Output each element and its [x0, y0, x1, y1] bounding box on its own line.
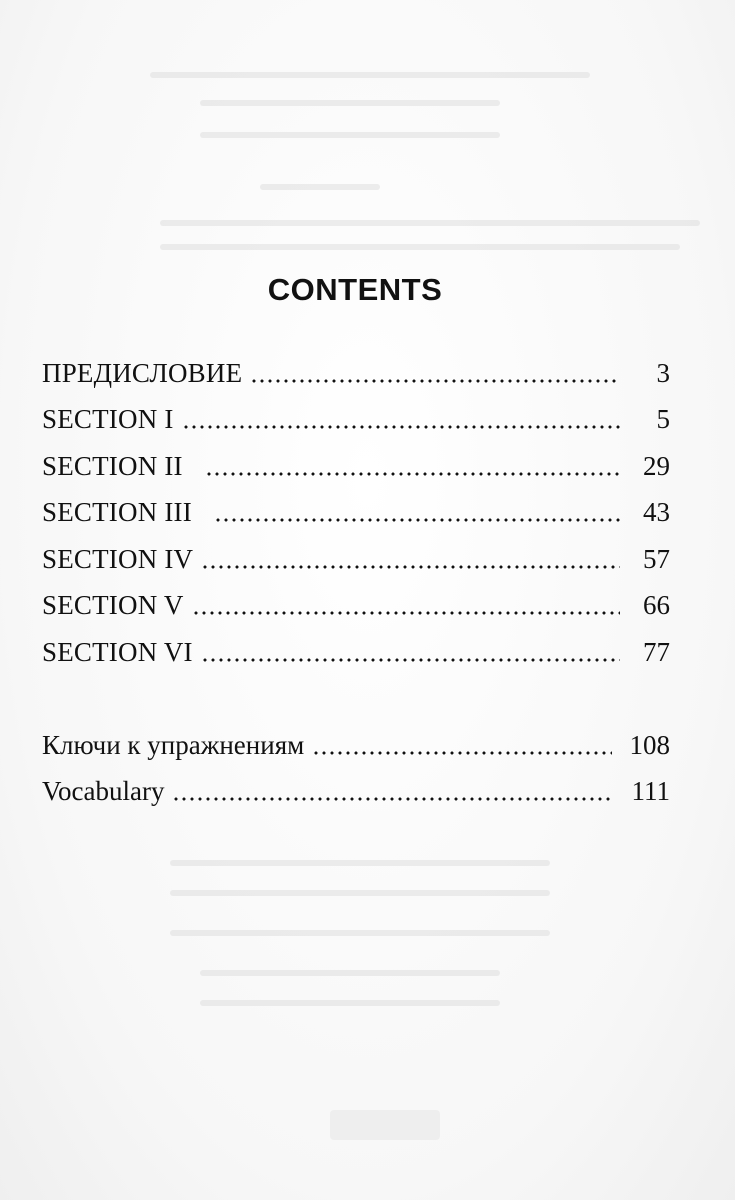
dot-leader	[250, 379, 620, 383]
toc-page-number: 3	[656, 357, 670, 388]
toc-page-number: 111	[631, 776, 670, 806]
toc-entry-label: SECTION V	[42, 590, 184, 620]
bleed-through-line	[170, 930, 550, 936]
toc-page-number: 43	[643, 497, 670, 527]
dot-leader	[182, 425, 620, 429]
toc-entry-section-5[interactable]	[42, 573, 670, 620]
dot-leader	[201, 565, 620, 569]
toc-entry-section-1[interactable]	[42, 387, 670, 434]
toc-page-number: 108	[629, 729, 670, 760]
bleed-through-line	[150, 72, 590, 78]
toc-page-number: 29	[643, 450, 670, 481]
bleed-through-line	[260, 184, 380, 190]
bleed-through-line	[160, 244, 680, 250]
bleed-through-line	[200, 970, 500, 976]
toc-entry-section-3[interactable]	[42, 480, 670, 527]
bleed-through-line	[200, 100, 500, 106]
toc-entry-section-6[interactable]	[42, 619, 670, 666]
bleed-through-line	[200, 1000, 500, 1006]
bleed-through-line	[200, 132, 500, 138]
toc-entry-vocabulary[interactable]	[42, 759, 670, 806]
toc-entry-answer-keys[interactable]	[42, 712, 670, 759]
toc-entry-label: SECTION I	[42, 404, 174, 434]
bleed-through-line	[160, 220, 700, 226]
contents-title: CONTENTS	[267, 272, 443, 307]
toc-page-number: 5	[656, 404, 670, 434]
bleed-through-line	[170, 860, 550, 866]
toc-entry-section-4[interactable]	[42, 526, 670, 573]
toc-entry-label: SECTION IV	[42, 543, 194, 574]
bleed-through-line	[170, 890, 550, 896]
toc-entry-label: SECTION III	[42, 497, 192, 527]
dot-leader	[205, 472, 620, 476]
toc-entry-preface[interactable]	[42, 340, 670, 387]
dot-leader	[312, 751, 612, 755]
toc-page-number: 57	[643, 543, 670, 574]
toc-entry-section-2[interactable]	[42, 433, 670, 480]
toc-entry-label: Vocabulary	[42, 776, 165, 806]
toc-entry-label: ПРЕДИСЛОВИЕ	[42, 357, 243, 388]
table-of-contents-appendix	[42, 712, 670, 805]
toc-entry-label: SECTION VI	[42, 636, 193, 667]
dot-leader	[214, 518, 620, 522]
toc-page-number: 66	[643, 590, 670, 620]
toc-entry-label: SECTION II	[42, 450, 183, 481]
dot-leader	[192, 611, 620, 615]
table-of-contents	[42, 340, 670, 666]
dot-leader	[172, 797, 612, 801]
toc-entry-label: Ключи к упражнениям	[42, 729, 305, 760]
dot-leader	[201, 658, 620, 662]
bleed-through-block	[330, 1110, 440, 1140]
toc-page-number: 77	[643, 636, 670, 667]
